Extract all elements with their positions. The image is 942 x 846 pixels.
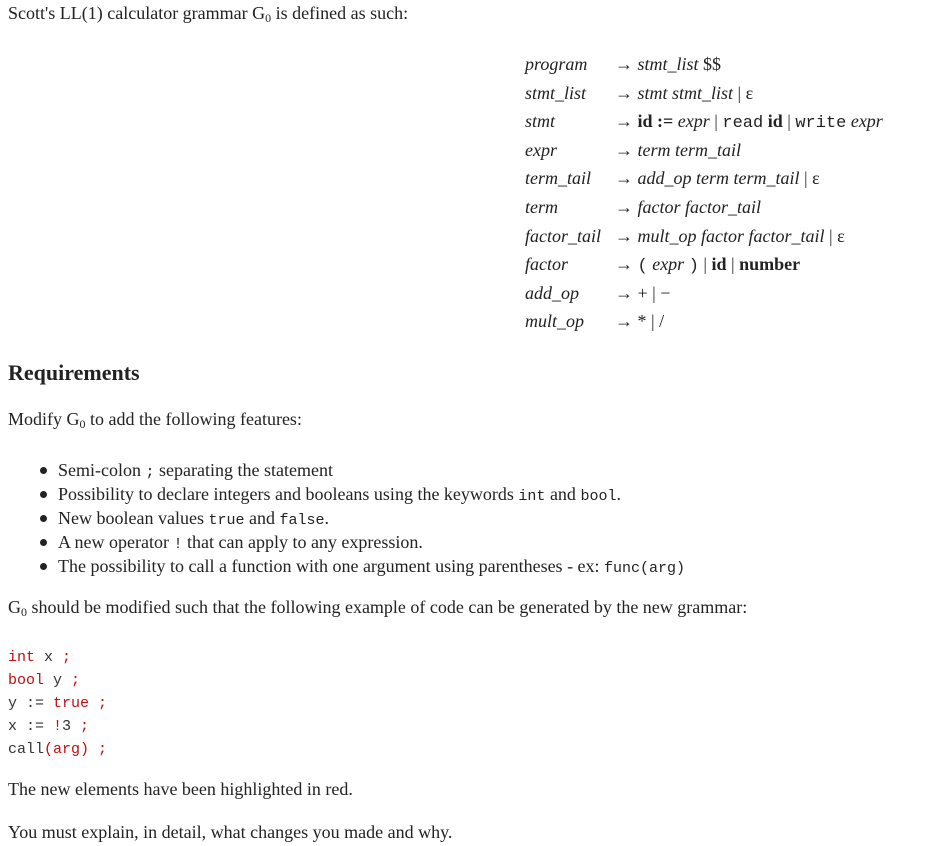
text-fragment: ; [145, 464, 155, 481]
grammar-symbol: term [696, 168, 729, 189]
text-fragment: ; [62, 649, 72, 666]
rule-lhs: expr [525, 139, 557, 160]
grammar-symbol: ε [837, 225, 845, 246]
text-fragment: 0 [79, 417, 86, 431]
text-fragment: and [244, 508, 280, 528]
grammar-symbol: → [615, 82, 633, 103]
grammar-symbol: factor [701, 225, 745, 246]
text-fragment: Possibility to declare integers and booleans using the keywords [58, 484, 519, 504]
grammar-symbol: → [615, 54, 633, 74]
rule-lhs: factor_tail [525, 225, 601, 246]
grammar-symbol: expr [677, 111, 710, 132]
grammar-symbol: | [804, 168, 808, 189]
rule-lhs: stmt_list [525, 82, 587, 103]
rule-rhs [615, 279, 670, 307]
grammar-symbol: read [722, 114, 764, 134]
grammar-symbol: → [615, 282, 633, 303]
text-fragment: . [324, 508, 329, 528]
grammar-symbol: | [714, 111, 718, 132]
grammar-symbol: add_op [637, 168, 692, 189]
explain-note: You must explain, in detail, what changes you made and why. [8, 822, 453, 842]
rule-lhs: term_tail [525, 168, 591, 189]
list-item [40, 459, 685, 483]
grammar-symbol: factor_tail [748, 225, 825, 246]
rule-rhs [615, 107, 883, 138]
grammar-symbol: → [615, 111, 633, 132]
grammar-symbol: factor [637, 196, 681, 217]
rule-rhs [615, 164, 820, 192]
text-fragment: x := [8, 718, 54, 735]
text-fragment: The possibility to call a function with one argument using parentheses - ex: [58, 556, 605, 576]
grammar-symbol: term [637, 139, 671, 160]
grammar-symbol: | [651, 311, 655, 332]
feature-list [40, 459, 685, 579]
grammar-symbol: + [637, 282, 648, 303]
rule-lhs: add_op [525, 282, 579, 303]
grammar-symbol: * [637, 311, 647, 332]
text-fragment: ; [98, 741, 108, 758]
grammar-symbol: id [767, 111, 783, 132]
text-fragment: ; [98, 695, 108, 712]
text-fragment: ! [173, 536, 183, 553]
grammar-symbol: expr [850, 111, 883, 132]
code-line [8, 717, 107, 740]
grammar-symbol: id [637, 111, 653, 132]
text-fragment: 3 [62, 718, 81, 735]
requirements-heading: Requirements [8, 360, 140, 385]
grammar-symbol: term_tail [733, 168, 800, 189]
text-fragment: and [545, 484, 581, 504]
text-fragment: y [44, 672, 72, 689]
text-fragment: false [279, 512, 325, 529]
grammar-symbol: number [739, 254, 801, 275]
text-fragment: true [208, 512, 245, 529]
code-line [8, 694, 107, 717]
grammar-symbol: write [795, 114, 847, 134]
grammar-symbol: − [660, 282, 671, 303]
rule-lhs: factor [525, 254, 568, 275]
rule-lhs: program [525, 54, 588, 74]
text-fragment: true [53, 695, 90, 712]
text-fragment: that can apply to any expression. [182, 532, 423, 552]
rule-lhs: stmt [525, 111, 556, 132]
list-item [40, 483, 685, 507]
grammar-symbol: → [615, 225, 633, 246]
text-fragment: 0 [21, 605, 27, 619]
grammar-symbol: → [615, 254, 633, 275]
grammar-symbol: / [659, 311, 665, 332]
text-fragment: int [8, 649, 36, 666]
text-fragment: Semi-colon [58, 460, 146, 480]
grammar-symbol: id [711, 254, 727, 275]
rule-rhs [615, 307, 664, 335]
grammar-symbol: ε [812, 168, 820, 189]
rule-rhs [615, 222, 845, 250]
text-fragment: 0 [265, 11, 272, 25]
rule-rhs [615, 50, 721, 78]
grammar-symbol: $$ [703, 54, 722, 74]
grammar-symbol: → [615, 168, 633, 189]
grammar-symbol: ) [688, 257, 699, 277]
rule-lhs: mult_op [525, 311, 585, 332]
text-fragment: y := [8, 695, 54, 712]
list-item [40, 555, 685, 579]
rule-lhs: term [525, 196, 558, 217]
grammar-symbol: | [737, 82, 742, 103]
text-fragment: A new operator [58, 532, 174, 552]
text-fragment: call [8, 741, 45, 758]
list-item [40, 531, 685, 555]
text-fragment: New boolean values [58, 508, 209, 528]
g0-sentence: $G_0$ should be modified such that the following example of code can be generated by the new grammar: [8, 597, 748, 619]
code-line [8, 671, 107, 694]
grammar-symbol: | [731, 254, 735, 275]
grammar-symbol: stmt_list [637, 54, 699, 74]
text-fragment: ; [71, 672, 81, 689]
text-fragment: ; [80, 718, 90, 735]
rule-rhs [615, 79, 753, 107]
modify-sentence: Modify $G_0$ to add the following features: [8, 409, 302, 431]
grammar-symbol: | [652, 282, 656, 303]
grammar-symbol: → [615, 139, 633, 160]
text-fragment: (arg) [44, 741, 90, 758]
intro-sentence: Scott's LL(1) calculator grammar $G_0$ is defined as such: [8, 3, 409, 25]
grammar-symbol: factor_tail [685, 196, 761, 217]
highlight-note: The new elements have been highlighted in red. [8, 779, 353, 799]
grammar-symbol: | [787, 111, 791, 132]
text-fragment: . [616, 484, 621, 504]
grammar-symbol: stmt [637, 82, 668, 103]
text-fragment: ! [53, 718, 63, 735]
text-fragment: int [518, 488, 546, 505]
rule-rhs [615, 193, 761, 221]
text-fragment: func(arg) [604, 560, 686, 577]
grammar-symbol: ε [745, 82, 754, 103]
grammar-symbol: := [657, 111, 674, 132]
grammar-symbol: expr [652, 254, 685, 275]
code-line [8, 648, 107, 671]
grammar-symbol: | [829, 225, 833, 246]
text-fragment: bool [580, 488, 617, 505]
rule-rhs [615, 250, 800, 281]
text-fragment: x [35, 649, 63, 666]
text-fragment: separating the statement [154, 460, 333, 480]
grammar-symbol: ( [637, 257, 648, 277]
grammar-symbol: term_tail [675, 139, 741, 160]
text-fragment [89, 741, 98, 758]
text-fragment [89, 695, 98, 712]
grammar-symbol: | [703, 254, 707, 275]
code-line [8, 740, 107, 763]
rule-rhs [615, 136, 741, 164]
grammar-symbol: mult_op [637, 225, 697, 246]
grammar-symbol: → [615, 196, 633, 217]
code-example [8, 648, 107, 763]
grammar-symbol: stmt_list [672, 82, 734, 103]
list-item [40, 507, 685, 531]
grammar-symbol: → [615, 311, 633, 332]
text-fragment: bool [8, 672, 45, 689]
